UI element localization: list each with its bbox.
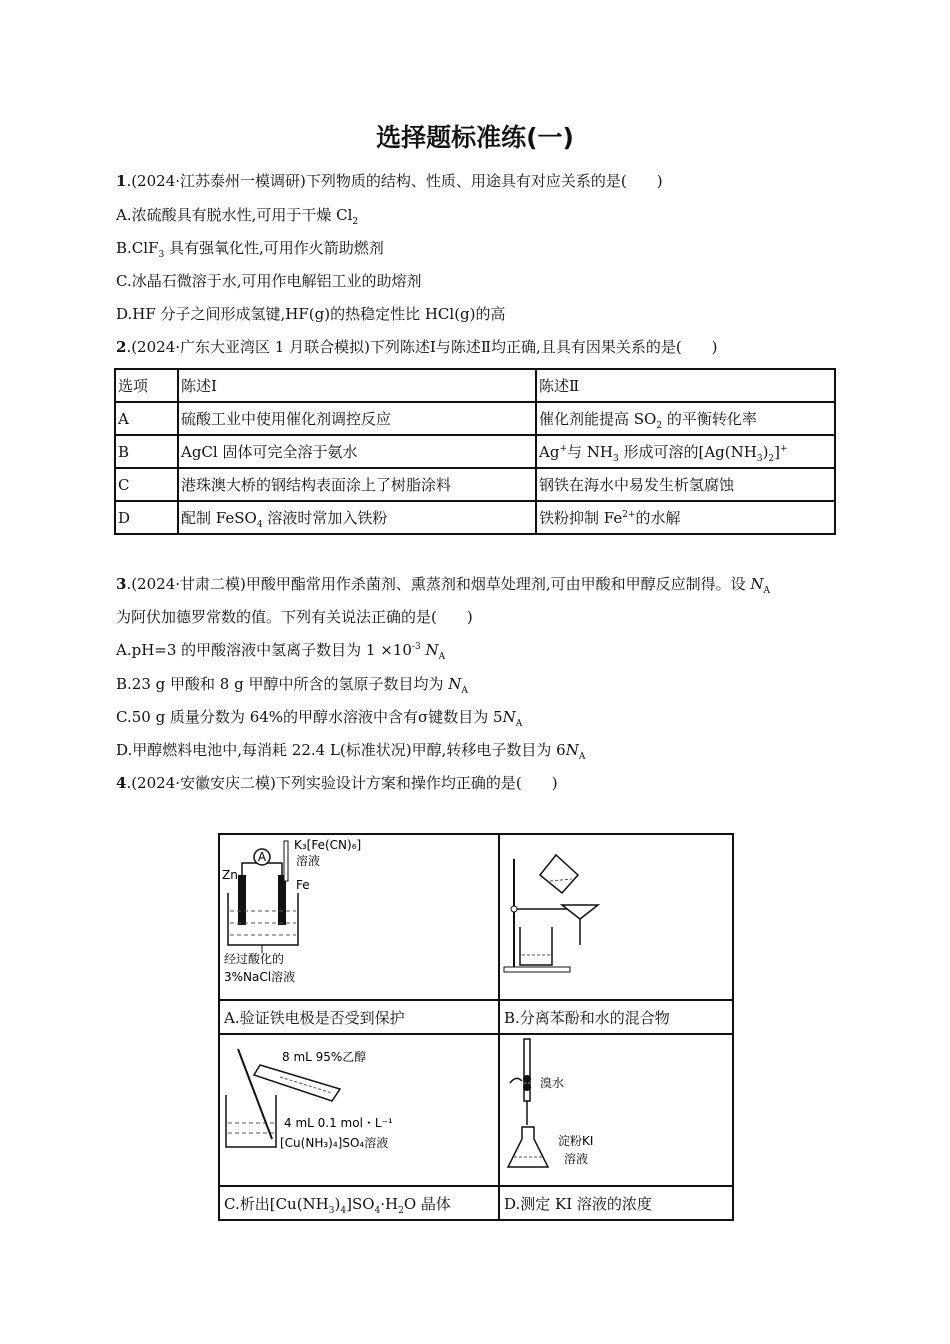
row-statement-1: AgCl 固体可完全溶于氨水 [178, 435, 536, 468]
q3-stem1: .(2024·甘肃二模)甲酸甲酯常用作杀菌剂、熏蒸剂和烟草处理剂,可由甲酸和甲醇反应制得。设 [126, 575, 751, 593]
ki-label-2: 溶液 [564, 1152, 589, 1166]
q3-a-sup: -3 [411, 642, 421, 652]
q3-d-na: N [565, 741, 579, 759]
r1-s2sub2: 3 [612, 454, 619, 464]
q3-number: 3 [116, 575, 127, 593]
r3-s1sub: 4 [256, 520, 263, 530]
q3-option-c [116, 707, 522, 727]
q3-option-a [116, 640, 445, 660]
bromine-label: 溴水 [540, 1076, 565, 1090]
capc-2: ) [334, 1194, 341, 1213]
fe-label: Fe [296, 878, 310, 892]
header-statement-2: 陈述Ⅱ [536, 369, 835, 402]
row-statement-2 [536, 501, 835, 534]
q4-stem [116, 773, 558, 793]
caption-a: A.验证铁电极是否受到保护 [219, 1000, 499, 1034]
caption-d: D.测定 KI 溶液的浓度 [499, 1186, 733, 1220]
table-row [115, 468, 835, 501]
figure-b-separatory-apparatus [500, 835, 732, 995]
r1-s2e: ] [774, 443, 781, 461]
q3-a-na: N [425, 641, 439, 659]
row-statement-2: 钢铁在海水中易发生析氢腐蚀 [536, 468, 835, 501]
q4-stem-text: .(2024·安徽安庆二模)下列实验设计方案和操作均正确的是( ) [126, 774, 558, 792]
r3-s2a: 铁粉抑制 Fe [539, 509, 623, 527]
r1-s2sup2: + [780, 444, 788, 454]
q1-a-sub: 2 [352, 217, 359, 227]
q3-stem-line2: 为阿伏加德罗常数的值。下列有关说法正确的是( ) [116, 608, 473, 626]
q1-a-text: A.浓硫酸具有脱水性,可用于干燥 Cl [116, 206, 353, 224]
solution-label-2: 3%NaCl溶液 [224, 970, 296, 984]
r3-s1a: 配制 FeSO [181, 509, 257, 527]
q3-c1: C.50 g 质量分数为 64%的甲醇水溶液中含有σ键数目为 5 [116, 708, 503, 726]
q3-b-na-sub: A [461, 686, 468, 696]
figure-d-titration-apparatus [500, 1035, 732, 1181]
row-statement-1: 港珠澳大桥的钢结构表面涂上了树脂涂料 [178, 468, 536, 501]
hand-icon [510, 1078, 522, 1083]
q1-option-d: D.HF 分子之间形成氢键,HF(g)的热稳定性比 HCl(g)的高 [116, 305, 506, 323]
ki-label-1: 淀粉KI [558, 1134, 594, 1148]
r1-s2sub4: 2 [768, 454, 775, 464]
q1-option-b [116, 238, 384, 258]
q4-figure-table [218, 833, 734, 1221]
q2-stem [116, 337, 718, 357]
q3-stem-line1 [116, 574, 770, 594]
q1-stem-text: .(2024·江苏泰州一模调研)下列物质的结构、性质、用途具有对应关系的是( ) [126, 172, 663, 190]
q3-b-na: N [448, 675, 462, 693]
q3-d1: D.甲醇燃料电池中,每消耗 22.4 L(标准状况)甲醇,转移电子数目为 6 [116, 741, 566, 759]
ammeter-label: A [257, 850, 267, 864]
capc-4: ·H [380, 1194, 399, 1213]
q3-b1: B.23 g 甲酸和 8 g 甲醇中所含的氢原子数目均为 [116, 675, 449, 693]
capc-sub3: 4 [374, 1205, 381, 1216]
r1-s2b: 与 NH [566, 443, 613, 461]
q1-stem [116, 171, 663, 191]
q4-number: 4 [116, 774, 127, 792]
zn-label: Zn [222, 868, 238, 882]
r1-s2d: ) [762, 443, 769, 461]
header-option: 选项 [115, 369, 178, 402]
figure-a-cell [219, 834, 499, 1000]
capc-sub1: 3 [328, 1205, 335, 1216]
row-option: D [115, 501, 178, 534]
figure-c-cell [219, 1034, 499, 1186]
r0-s2a: 催化剂能提高 SO [539, 410, 657, 428]
q3-option-d [116, 740, 585, 760]
q3-a-na-sub: A [438, 652, 446, 662]
figure-b-cell [499, 834, 733, 1000]
figure-d-cell [499, 1034, 733, 1186]
r1-s2c: 形成可溶的[Ag(NH [618, 443, 757, 461]
r1-s2sub3: 3 [756, 454, 763, 464]
q3-c-na-sub: A [515, 719, 523, 729]
r0-s2sub: 2 [656, 421, 663, 431]
q3-na-sub: A [763, 586, 771, 596]
q3-na: N [750, 575, 764, 593]
row-statement-2 [536, 435, 835, 468]
q2-number: 2 [116, 338, 127, 356]
reagent-label-2: 溶液 [296, 854, 321, 868]
page-title: 选择题标准练(一) [376, 123, 574, 152]
capc-sub4: 2 [398, 1205, 404, 1216]
ethanol-label: 8 mL 95%乙醇 [282, 1050, 367, 1064]
table-row [115, 402, 835, 435]
r3-s1b: 溶液时常加入铁粉 [262, 509, 388, 527]
q1-b-text2: 具有强氧化性,可用作火箭助燃剂 [164, 239, 384, 257]
q3-a1: A.pH=3 的甲酸溶液中氢离子数目为 1 ×10 [116, 641, 412, 659]
figure-c-apparatus [220, 1035, 498, 1181]
row-option: A [115, 402, 178, 435]
q1-option-a [116, 205, 358, 225]
q2-stem-text: .(2024·广东大亚湾区 1 月联合模拟)下列陈述Ⅰ与陈述Ⅱ均正确,且具有因果关系的是( ) [126, 338, 718, 356]
row-option: B [115, 435, 178, 468]
r3-s2b: 的水解 [635, 509, 681, 527]
r3-s2sup: 2+ [622, 510, 636, 520]
caption-b: B.分离苯酚和水的混合物 [499, 1000, 733, 1034]
r1-s2sup: + [559, 444, 567, 454]
q1-b-text1: B.ClF [116, 239, 159, 257]
capc-1: C.析出[Cu(NH [224, 1194, 329, 1213]
table-header-row [115, 369, 835, 402]
caption-c [219, 1186, 499, 1220]
row-statement-1 [178, 501, 536, 534]
table-row [115, 435, 835, 468]
row-option: C [115, 468, 178, 501]
row-statement-1: 硫酸工业中使用催化剂调控反应 [178, 402, 536, 435]
q2-table [114, 368, 836, 535]
table-row [115, 501, 835, 534]
capc-3: ]SO [346, 1194, 375, 1213]
header-statement-1: 陈述Ⅰ [178, 369, 536, 402]
q1-option-c: C.冰晶石微溶于水,可用作电解铝工业的助熔剂 [116, 272, 422, 290]
capc-5: O 晶体 [403, 1194, 451, 1213]
q1-b-sub: 3 [158, 250, 165, 260]
cu-solution-label-1: 4 mL 0.1 mol・L⁻¹ [284, 1116, 393, 1130]
r1-s2a: Ag [539, 443, 560, 461]
cu-solution-label-2: [Cu(NH₃)₄]SO₄溶液 [280, 1136, 389, 1150]
row-statement-2 [536, 402, 835, 435]
q1-number: 1 [116, 172, 127, 190]
q3-c-na: N [502, 708, 516, 726]
solution-label-1: 经过酸化的 [224, 952, 285, 966]
figure-a-apparatus [220, 835, 498, 995]
r0-s2b: 的平衡转化率 [662, 410, 757, 428]
reagent-label: K₃[Fe(CN)₆] [294, 838, 362, 852]
q3-d-na-sub: A [578, 752, 586, 762]
capc-sub2: 4 [340, 1205, 347, 1216]
q3-option-b [116, 674, 468, 694]
